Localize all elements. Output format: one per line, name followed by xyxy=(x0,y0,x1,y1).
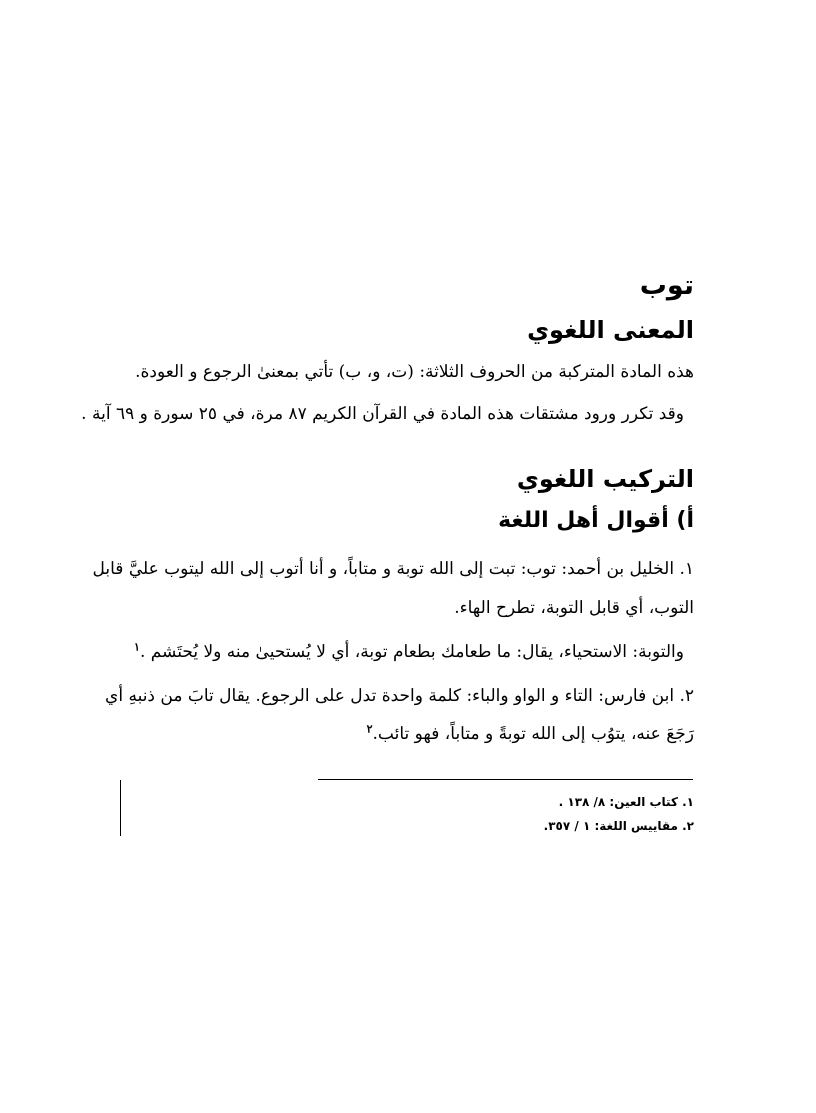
quote-1-line-2: التوب، أي قابل التوبة، تطرح الهاء. xyxy=(454,598,694,618)
quote-2-line-2-text: رَجَعَ عنه، يتوُب إلى الله توبةً و متاباً، فهو تائب. xyxy=(372,724,694,744)
footnote-ref-1[interactable]: ١ xyxy=(134,640,140,654)
quote-1-line-3 xyxy=(104,642,684,662)
entry-title: توب xyxy=(639,270,694,301)
margin-line xyxy=(120,780,121,836)
quote-2-line-2 xyxy=(114,724,694,744)
footnote-ref-2[interactable]: ٢ xyxy=(366,722,373,736)
quote-1-line-3-text: والتوبة: الاستحياء، يقال: ما طعامك بطعام توبة، أي لا يُستحيىٰ منه ولا يُحتَشم . xyxy=(139,642,684,662)
lexical-meaning-heading: المعنى اللغوي xyxy=(527,316,694,344)
composition-heading: التركيب اللغوي xyxy=(516,465,694,493)
scholars-subheading: أ) أقوال أهل اللغة xyxy=(498,508,694,533)
lexical-paragraph-1: هذه المادة المتركبة من الحروف الثلاثة: (ت، و، ب) تأتي بمعنىٰ الرجوع و العودة. xyxy=(135,362,694,382)
footnote-2: ٢. مقاييس اللغة: ١ / ٣٥٧. xyxy=(543,819,694,833)
footnote-1: ١. كتاب العين: ٨/ ١٣٨ . xyxy=(558,795,694,809)
footnote-divider xyxy=(318,779,693,780)
quote-1-line-1: ١. الخليل بن أحمد: توب: تبت إلى الله توبة و متاباً، و أنا أتوب إلى الله ليتوب عليَّ قابل xyxy=(92,559,694,579)
quote-2-line-1: ٢. ابن فارس: التاء و الواو والباء: كلمة واحدة تدل على الرجوع. يقال تابَ من ذنبهِ أي xyxy=(105,686,694,706)
lexical-paragraph-2: وقد تكرر ورود مشتقات هذه المادة في القرآن الكريم ٨٧ مرة، في ٢٥ سورة و ٦٩ آية . xyxy=(81,404,684,424)
